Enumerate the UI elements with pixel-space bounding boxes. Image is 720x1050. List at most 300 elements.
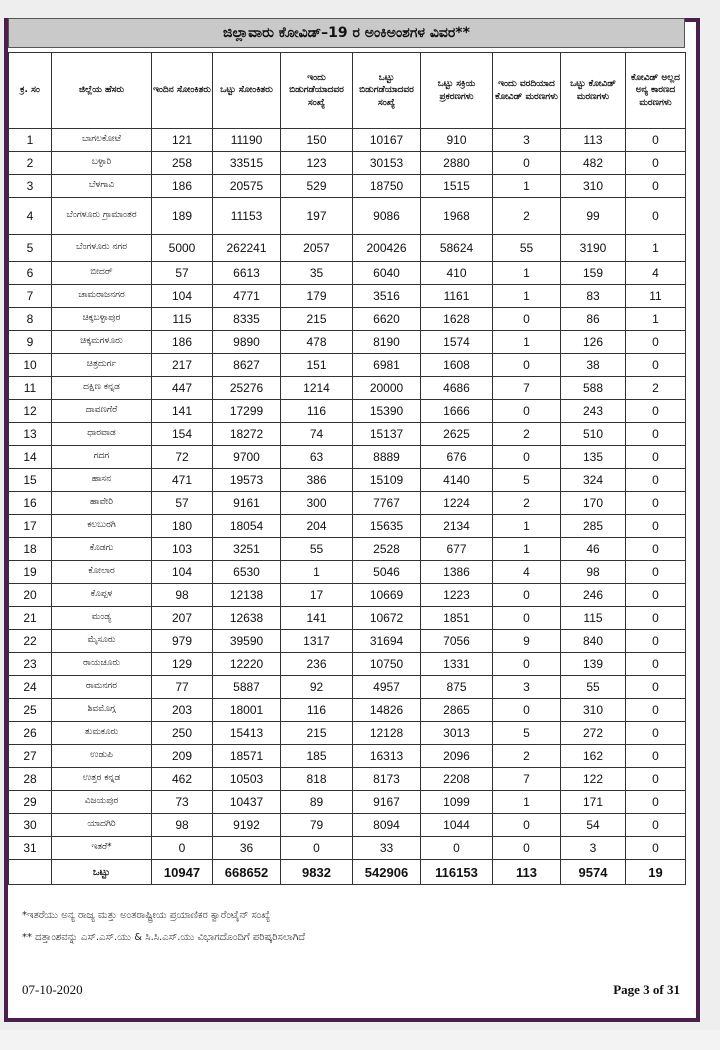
table-cell: 979 — [152, 630, 213, 653]
table-cell: 462 — [152, 768, 213, 791]
table-cell: 447 — [152, 377, 213, 400]
table-cell: 58624 — [421, 235, 493, 262]
table-cell: 9167 — [353, 791, 421, 814]
table-cell: 1851 — [421, 607, 493, 630]
table-cell: 1099 — [421, 791, 493, 814]
table-cell: 92 — [281, 676, 353, 699]
table-cell: 1 — [281, 561, 353, 584]
table-cell: 57 — [152, 492, 213, 515]
column-header: ಕ್ರ. ಸಂ — [9, 53, 52, 129]
table-cell: 0 — [626, 561, 686, 584]
table-cell: 203 — [152, 699, 213, 722]
table-cell: 5 — [9, 235, 52, 262]
table-cell: 7056 — [421, 630, 493, 653]
table-cell: 0 — [626, 423, 686, 446]
table-row — [9, 515, 686, 538]
table-cell: 840 — [561, 630, 626, 653]
table-cell: 1666 — [421, 400, 493, 423]
table-cell: 129 — [152, 653, 213, 676]
table-cell: 11 — [9, 377, 52, 400]
table-cell: 0 — [626, 198, 686, 235]
table-cell: 1 — [493, 262, 561, 285]
district-name-cell: ಯಾದಗಿರಿ — [52, 814, 152, 837]
table-cell: 6530 — [213, 561, 281, 584]
table-cell: 8173 — [353, 768, 421, 791]
table-row — [9, 492, 686, 515]
table-row — [9, 198, 686, 235]
column-header: ಇಂದಿನ ಸೋಂಕಿತರು — [152, 53, 213, 129]
table-cell: 217 — [152, 354, 213, 377]
table-cell: 0 — [626, 722, 686, 745]
table-cell: 150 — [281, 129, 353, 152]
table-cell: 215 — [281, 308, 353, 331]
table-cell: 8627 — [213, 354, 281, 377]
table-cell: 4 — [626, 262, 686, 285]
table-cell: 478 — [281, 331, 353, 354]
table-cell: 77 — [152, 676, 213, 699]
table-cell: 482 — [561, 152, 626, 175]
table-cell: 154 — [152, 423, 213, 446]
table-cell: 3 — [9, 175, 52, 198]
table-cell: 0 — [626, 814, 686, 837]
total-cell: 668652 — [213, 860, 281, 885]
total-cell: 10947 — [152, 860, 213, 885]
table-cell: 2096 — [421, 745, 493, 768]
table-cell: 471 — [152, 469, 213, 492]
table-cell: 55 — [281, 538, 353, 561]
table-cell: 5046 — [353, 561, 421, 584]
table-cell: 2 — [493, 492, 561, 515]
table-cell: 8335 — [213, 308, 281, 331]
table-cell: 4686 — [421, 377, 493, 400]
table-cell: 116 — [281, 699, 353, 722]
table-cell: 3 — [493, 676, 561, 699]
table-cell: 8889 — [353, 446, 421, 469]
table-cell: 7 — [9, 285, 52, 308]
table-cell: 9890 — [213, 331, 281, 354]
table-cell: 1317 — [281, 630, 353, 653]
table-cell: 0 — [626, 175, 686, 198]
table-cell: 104 — [152, 561, 213, 584]
header-row — [9, 53, 686, 129]
table-row — [9, 354, 686, 377]
bottom-strip — [0, 1030, 720, 1050]
district-name-cell: ವಿಜಯಪುರ — [52, 791, 152, 814]
table-cell: 15137 — [353, 423, 421, 446]
table-cell: 20 — [9, 584, 52, 607]
table-cell: 6040 — [353, 262, 421, 285]
table-cell: 677 — [421, 538, 493, 561]
table-cell: 3251 — [213, 538, 281, 561]
table-row — [9, 129, 686, 152]
table-cell: 6 — [9, 262, 52, 285]
district-name-cell: ಚಿಕ್ಕಮಗಳೂರು — [52, 331, 152, 354]
table-cell: 73 — [152, 791, 213, 814]
table-row — [9, 653, 686, 676]
table-cell: 410 — [421, 262, 493, 285]
table-cell: 0 — [152, 837, 213, 860]
table-cell: 63 — [281, 446, 353, 469]
table-cell: 30 — [9, 814, 52, 837]
table-cell: 12638 — [213, 607, 281, 630]
total-row — [9, 860, 686, 885]
table-cell: 2865 — [421, 699, 493, 722]
table-cell: 250 — [152, 722, 213, 745]
table-cell: 15635 — [353, 515, 421, 538]
table-cell: 18571 — [213, 745, 281, 768]
table-cell: 151 — [281, 354, 353, 377]
district-name-cell: ಬಾಗಲಕೋಟೆ — [52, 129, 152, 152]
table-cell: 285 — [561, 515, 626, 538]
table-cell: 113 — [561, 129, 626, 152]
table-cell: 676 — [421, 446, 493, 469]
table-cell: 162 — [561, 745, 626, 768]
table-cell: 185 — [281, 745, 353, 768]
table-cell: 179 — [281, 285, 353, 308]
table-cell: 0 — [626, 446, 686, 469]
table-cell: 9 — [9, 331, 52, 354]
table-cell: 31 — [9, 837, 52, 860]
table-cell: 510 — [561, 423, 626, 446]
table-cell: 15109 — [353, 469, 421, 492]
district-name-cell: ಇತರೆ* — [52, 837, 152, 860]
table-cell: 1574 — [421, 331, 493, 354]
table-cell: 46 — [561, 538, 626, 561]
table-cell: 0 — [493, 814, 561, 837]
table-cell: 0 — [626, 129, 686, 152]
table-cell: 141 — [152, 400, 213, 423]
district-name-cell: ಮಂಡ್ಯ — [52, 607, 152, 630]
table-cell: 83 — [561, 285, 626, 308]
table-cell: 207 — [152, 607, 213, 630]
table-cell: 0 — [626, 630, 686, 653]
table-cell: 4957 — [353, 676, 421, 699]
district-name-cell: ಬೆಂಗಳೂರು ಗ್ರಾಮಾಂತರ — [52, 198, 152, 235]
table-cell: 1628 — [421, 308, 493, 331]
table-cell: 186 — [152, 331, 213, 354]
district-name-cell: ಕಲಬುರಗಿ — [52, 515, 152, 538]
table-cell: 1 — [626, 235, 686, 262]
table-cell: 15413 — [213, 722, 281, 745]
total-cell — [9, 860, 52, 885]
table-cell: 258 — [152, 152, 213, 175]
table-cell: 6981 — [353, 354, 421, 377]
table-cell: 29 — [9, 791, 52, 814]
table-cell: 17 — [281, 584, 353, 607]
table-cell: 18750 — [353, 175, 421, 198]
table-cell: 4140 — [421, 469, 493, 492]
table-cell: 9700 — [213, 446, 281, 469]
table-cell: 1161 — [421, 285, 493, 308]
table-cell: 588 — [561, 377, 626, 400]
table-cell: 122 — [561, 768, 626, 791]
table-cell: 22 — [9, 630, 52, 653]
table-cell: 10 — [9, 354, 52, 377]
table-cell: 2057 — [281, 235, 353, 262]
table-cell: 8190 — [353, 331, 421, 354]
table-row — [9, 837, 686, 860]
table-cell: 1 — [626, 308, 686, 331]
table-cell: 3013 — [421, 722, 493, 745]
table-cell: 115 — [152, 308, 213, 331]
table-cell: 15 — [9, 469, 52, 492]
table-cell: 28 — [9, 768, 52, 791]
table-cell: 35 — [281, 262, 353, 285]
table-cell: 12128 — [353, 722, 421, 745]
table-cell: 324 — [561, 469, 626, 492]
table-cell: 7 — [493, 377, 561, 400]
table-cell: 3 — [561, 837, 626, 860]
table-cell: 10672 — [353, 607, 421, 630]
report-date: 07-10-2020 — [22, 982, 83, 997]
table-cell: 310 — [561, 175, 626, 198]
table-cell: 0 — [493, 699, 561, 722]
table-cell: 0 — [626, 469, 686, 492]
table-cell: 1223 — [421, 584, 493, 607]
table-cell: 910 — [421, 129, 493, 152]
table-cell: 0 — [493, 308, 561, 331]
district-name-cell: ಬೆಂಗಳೂರು ನಗರ — [52, 235, 152, 262]
table-row — [9, 676, 686, 699]
table-row — [9, 235, 686, 262]
table-cell: 26 — [9, 722, 52, 745]
table-cell: 0 — [626, 768, 686, 791]
column-header: ಇಂದು ಬಿಡುಗಡೆಯಾದವರ ಸಂಖ್ಯೆ — [281, 53, 353, 129]
table-row — [9, 262, 686, 285]
table-cell: 17299 — [213, 400, 281, 423]
table-cell: 300 — [281, 492, 353, 515]
table-cell: 25276 — [213, 377, 281, 400]
table-cell: 0 — [281, 837, 353, 860]
district-name-cell: ಬೆಳಗಾವಿ — [52, 175, 152, 198]
table-cell: 33515 — [213, 152, 281, 175]
table-cell: 204 — [281, 515, 353, 538]
table-cell: 2 — [493, 423, 561, 446]
district-name-cell: ಉಡುಪಿ — [52, 745, 152, 768]
table-cell: 19573 — [213, 469, 281, 492]
table-cell: 529 — [281, 175, 353, 198]
table-row — [9, 152, 686, 175]
table-cell: 99 — [561, 198, 626, 235]
table-cell: 272 — [561, 722, 626, 745]
column-header: ಒಟ್ಟು ಕೋವಿಡ್ ಮರಣಗಳು — [561, 53, 626, 129]
table-row — [9, 699, 686, 722]
table-cell: 0 — [493, 607, 561, 630]
table-cell: 3 — [493, 129, 561, 152]
table-cell: 0 — [493, 446, 561, 469]
table-cell: 139 — [561, 653, 626, 676]
table-cell: 170 — [561, 492, 626, 515]
table-cell: 209 — [152, 745, 213, 768]
table-cell: 1968 — [421, 198, 493, 235]
covid-district-table — [8, 52, 686, 885]
table-cell: 262241 — [213, 235, 281, 262]
table-cell: 121 — [152, 129, 213, 152]
table-cell: 10437 — [213, 791, 281, 814]
table-cell: 36 — [213, 837, 281, 860]
table-cell: 18272 — [213, 423, 281, 446]
column-header: ಜಿಲ್ಲೆಯ ಹೆಸರು — [52, 53, 152, 129]
table-cell: 135 — [561, 446, 626, 469]
table-cell: 0 — [626, 607, 686, 630]
total-cell: 542906 — [353, 860, 421, 885]
table-cell: 0 — [493, 653, 561, 676]
table-cell: 3516 — [353, 285, 421, 308]
table-cell: 236 — [281, 653, 353, 676]
table-cell: 0 — [626, 676, 686, 699]
table-row — [9, 561, 686, 584]
table-cell: 11 — [626, 285, 686, 308]
table-cell: 17 — [9, 515, 52, 538]
district-name-cell: ಶಿವಮೊಗ್ಗ — [52, 699, 152, 722]
total-cell: 9574 — [561, 860, 626, 885]
table-cell: 4 — [9, 198, 52, 235]
district-name-cell: ಹಾಸನ — [52, 469, 152, 492]
table-cell: 2 — [493, 198, 561, 235]
table-row — [9, 791, 686, 814]
district-name-cell: ಚಿತ್ರದುರ್ಗ — [52, 354, 152, 377]
table-cell: 30153 — [353, 152, 421, 175]
table-cell: 1 — [493, 538, 561, 561]
district-name-cell: ಉತ್ತರ ಕನ್ನಡ — [52, 768, 152, 791]
table-cell: 16313 — [353, 745, 421, 768]
table-cell: 5000 — [152, 235, 213, 262]
table-row — [9, 584, 686, 607]
table-row — [9, 400, 686, 423]
district-name-cell: ತುಮಕೂರು — [52, 722, 152, 745]
table-cell: 875 — [421, 676, 493, 699]
table-title: ಜಿಲ್ಲಾವಾರು ಕೋವಿಡ್–19 ರ ಅಂಕಿಅಂಶಗಳ ವಿವರ** — [8, 18, 685, 48]
table-cell: 7 — [493, 768, 561, 791]
column-header: ಕೋವಿಡ್ ಅಲ್ಲದ ಅನ್ಯ ಕಾರಣದ ಮರಣಗಳು — [626, 53, 686, 129]
table-row — [9, 469, 686, 492]
district-name-cell: ಕೋಲಾರ — [52, 561, 152, 584]
district-name-cell: ದಕ್ಷಿಣ ಕನ್ನಡ — [52, 377, 152, 400]
table-cell: 1331 — [421, 653, 493, 676]
table-cell: 21 — [9, 607, 52, 630]
table-cell: 2880 — [421, 152, 493, 175]
table-cell: 14826 — [353, 699, 421, 722]
table-cell: 0 — [626, 837, 686, 860]
table-cell: 14 — [9, 446, 52, 469]
table-cell: 19 — [9, 561, 52, 584]
table-cell: 18054 — [213, 515, 281, 538]
table-cell: 1214 — [281, 377, 353, 400]
table-row — [9, 377, 686, 400]
table-cell: 12220 — [213, 653, 281, 676]
table-cell: 200426 — [353, 235, 421, 262]
table-row — [9, 308, 686, 331]
table-cell: 10750 — [353, 653, 421, 676]
table-cell: 10503 — [213, 768, 281, 791]
table-cell: 10167 — [353, 129, 421, 152]
table-cell: 39590 — [213, 630, 281, 653]
column-header: ಒಟ್ಟು ಸೋಂಕಿತರು — [213, 53, 281, 129]
table-cell: 818 — [281, 768, 353, 791]
table-cell: 386 — [281, 469, 353, 492]
table-cell: 31694 — [353, 630, 421, 653]
table-row — [9, 175, 686, 198]
table-cell: 18001 — [213, 699, 281, 722]
total-cell: 116153 — [421, 860, 493, 885]
table-cell: 2 — [493, 745, 561, 768]
table-cell: 27 — [9, 745, 52, 768]
district-name-cell: ಬೀದರ್ — [52, 262, 152, 285]
table-cell: 72 — [152, 446, 213, 469]
table-row — [9, 285, 686, 308]
table-row — [9, 745, 686, 768]
table-cell: 0 — [626, 354, 686, 377]
table-cell: 0 — [626, 400, 686, 423]
table-cell: 38 — [561, 354, 626, 377]
table-cell: 10669 — [353, 584, 421, 607]
table-cell: 103 — [152, 538, 213, 561]
table-cell: 55 — [493, 235, 561, 262]
table-cell: 79 — [281, 814, 353, 837]
district-name-cell: ಬಳ್ಳಾರಿ — [52, 152, 152, 175]
table-cell: 12 — [9, 400, 52, 423]
table-cell: 0 — [626, 538, 686, 561]
table-cell: 25 — [9, 699, 52, 722]
table-cell: 16 — [9, 492, 52, 515]
table-cell: 4 — [493, 561, 561, 584]
table-row — [9, 538, 686, 561]
table-row — [9, 607, 686, 630]
page-number: Page 3 of 31 — [613, 982, 680, 997]
table-cell: 1386 — [421, 561, 493, 584]
table-cell: 0 — [626, 745, 686, 768]
table-cell: 1 — [493, 285, 561, 308]
table-cell: 215 — [281, 722, 353, 745]
district-name-cell: ಮೈಸೂರು — [52, 630, 152, 653]
table-cell: 15390 — [353, 400, 421, 423]
table-cell: 141 — [281, 607, 353, 630]
table-cell: 0 — [626, 584, 686, 607]
district-name-cell: ಹಾವೇರಿ — [52, 492, 152, 515]
table-cell: 54 — [561, 814, 626, 837]
table-cell: 0 — [421, 837, 493, 860]
table-cell: 1 — [493, 175, 561, 198]
table-cell: 6613 — [213, 262, 281, 285]
table-cell: 5 — [493, 469, 561, 492]
table-row — [9, 630, 686, 653]
table-cell: 1 — [493, 791, 561, 814]
table-cell: 0 — [493, 152, 561, 175]
table-cell: 11190 — [213, 129, 281, 152]
table-cell: 2 — [626, 377, 686, 400]
district-name-cell: ರಾಮನಗರ — [52, 676, 152, 699]
table-cell: 0 — [626, 699, 686, 722]
table-cell: 1 — [493, 331, 561, 354]
table-cell: 8094 — [353, 814, 421, 837]
table-cell: 89 — [281, 791, 353, 814]
table-cell: 6620 — [353, 308, 421, 331]
table-cell: 8 — [9, 308, 52, 331]
table-cell: 98 — [561, 561, 626, 584]
table-cell: 7767 — [353, 492, 421, 515]
table-cell: 9161 — [213, 492, 281, 515]
table-cell: 186 — [152, 175, 213, 198]
column-header: ಇಂದು ವರದಿಯಾದ ಕೋವಿಡ್ ಮರಣಗಳು — [493, 53, 561, 129]
table-cell: 55 — [561, 676, 626, 699]
table-cell: 5 — [493, 722, 561, 745]
table-cell: 0 — [626, 331, 686, 354]
table-cell: 171 — [561, 791, 626, 814]
total-cell: 19 — [626, 860, 686, 885]
table-cell: 123 — [281, 152, 353, 175]
table-row — [9, 446, 686, 469]
table-cell: 0 — [493, 354, 561, 377]
